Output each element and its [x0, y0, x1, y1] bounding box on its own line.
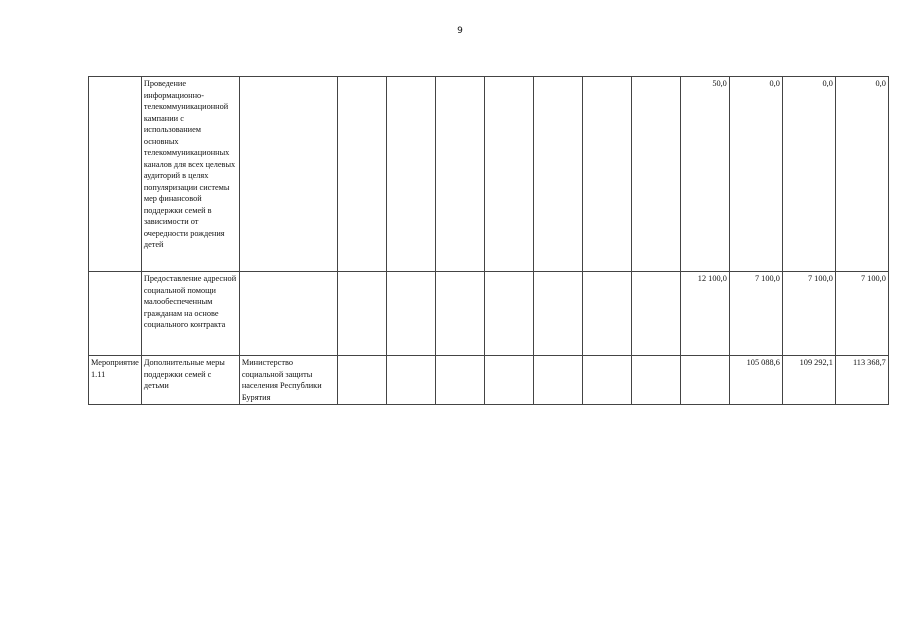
- measure-name-cell: Дополнительные меры поддержки семей с детьми: [141, 356, 239, 405]
- measure-code-cell: [89, 272, 142, 356]
- measure-code-cell: Мероприятие 1.11: [89, 356, 142, 405]
- empty-cell: [386, 356, 435, 405]
- empty-cell: [631, 356, 680, 405]
- value-cell: 105 088,6: [729, 356, 782, 405]
- empty-cell: [484, 272, 533, 356]
- empty-cell: [337, 272, 386, 356]
- empty-cell: [582, 356, 631, 405]
- value-cell: 50,0: [680, 77, 729, 272]
- empty-cell: [484, 356, 533, 405]
- executor-cell: [239, 77, 337, 272]
- empty-cell: [533, 272, 582, 356]
- value-cell: [680, 356, 729, 405]
- empty-cell: [386, 272, 435, 356]
- page-number: 9: [457, 26, 463, 36]
- value-cell: 7 100,0: [835, 272, 888, 356]
- measure-name-cell: Предоставление адресной социальной помощи малообеспеченным гражданам на основе социального контракта: [141, 272, 239, 356]
- empty-cell: [533, 77, 582, 272]
- table-row: [89, 77, 889, 272]
- value-cell: 113 368,7: [835, 356, 888, 405]
- executor-cell: [239, 272, 337, 356]
- value-cell: 7 100,0: [782, 272, 835, 356]
- table-row: [89, 356, 889, 405]
- empty-cell: [484, 77, 533, 272]
- measure-name-cell: Проведение информационно-телекоммуникационной кампании с использованием основных телекоммуникационных каналов для всех целевых аудиторий в целях популяризации системы мер финансовой поддержки семей в зависимости от очередности рождения детей: [141, 77, 239, 272]
- empty-cell: [631, 77, 680, 272]
- value-cell: 7 100,0: [729, 272, 782, 356]
- empty-cell: [337, 356, 386, 405]
- budget-table: [88, 76, 889, 405]
- value-cell: 0,0: [835, 77, 888, 272]
- empty-cell: [386, 77, 435, 272]
- value-cell: 0,0: [729, 77, 782, 272]
- empty-cell: [533, 356, 582, 405]
- value-cell: 0,0: [782, 77, 835, 272]
- empty-cell: [435, 77, 484, 272]
- value-cell: 109 292,1: [782, 356, 835, 405]
- empty-cell: [582, 77, 631, 272]
- empty-cell: [435, 272, 484, 356]
- measure-code-cell: [89, 77, 142, 272]
- empty-cell: [631, 272, 680, 356]
- empty-cell: [435, 356, 484, 405]
- table-row: [89, 272, 889, 356]
- value-cell: 12 100,0: [680, 272, 729, 356]
- empty-cell: [337, 77, 386, 272]
- executor-cell: Министерство социальной защиты населения Республики Бурятия: [239, 356, 337, 405]
- empty-cell: [582, 272, 631, 356]
